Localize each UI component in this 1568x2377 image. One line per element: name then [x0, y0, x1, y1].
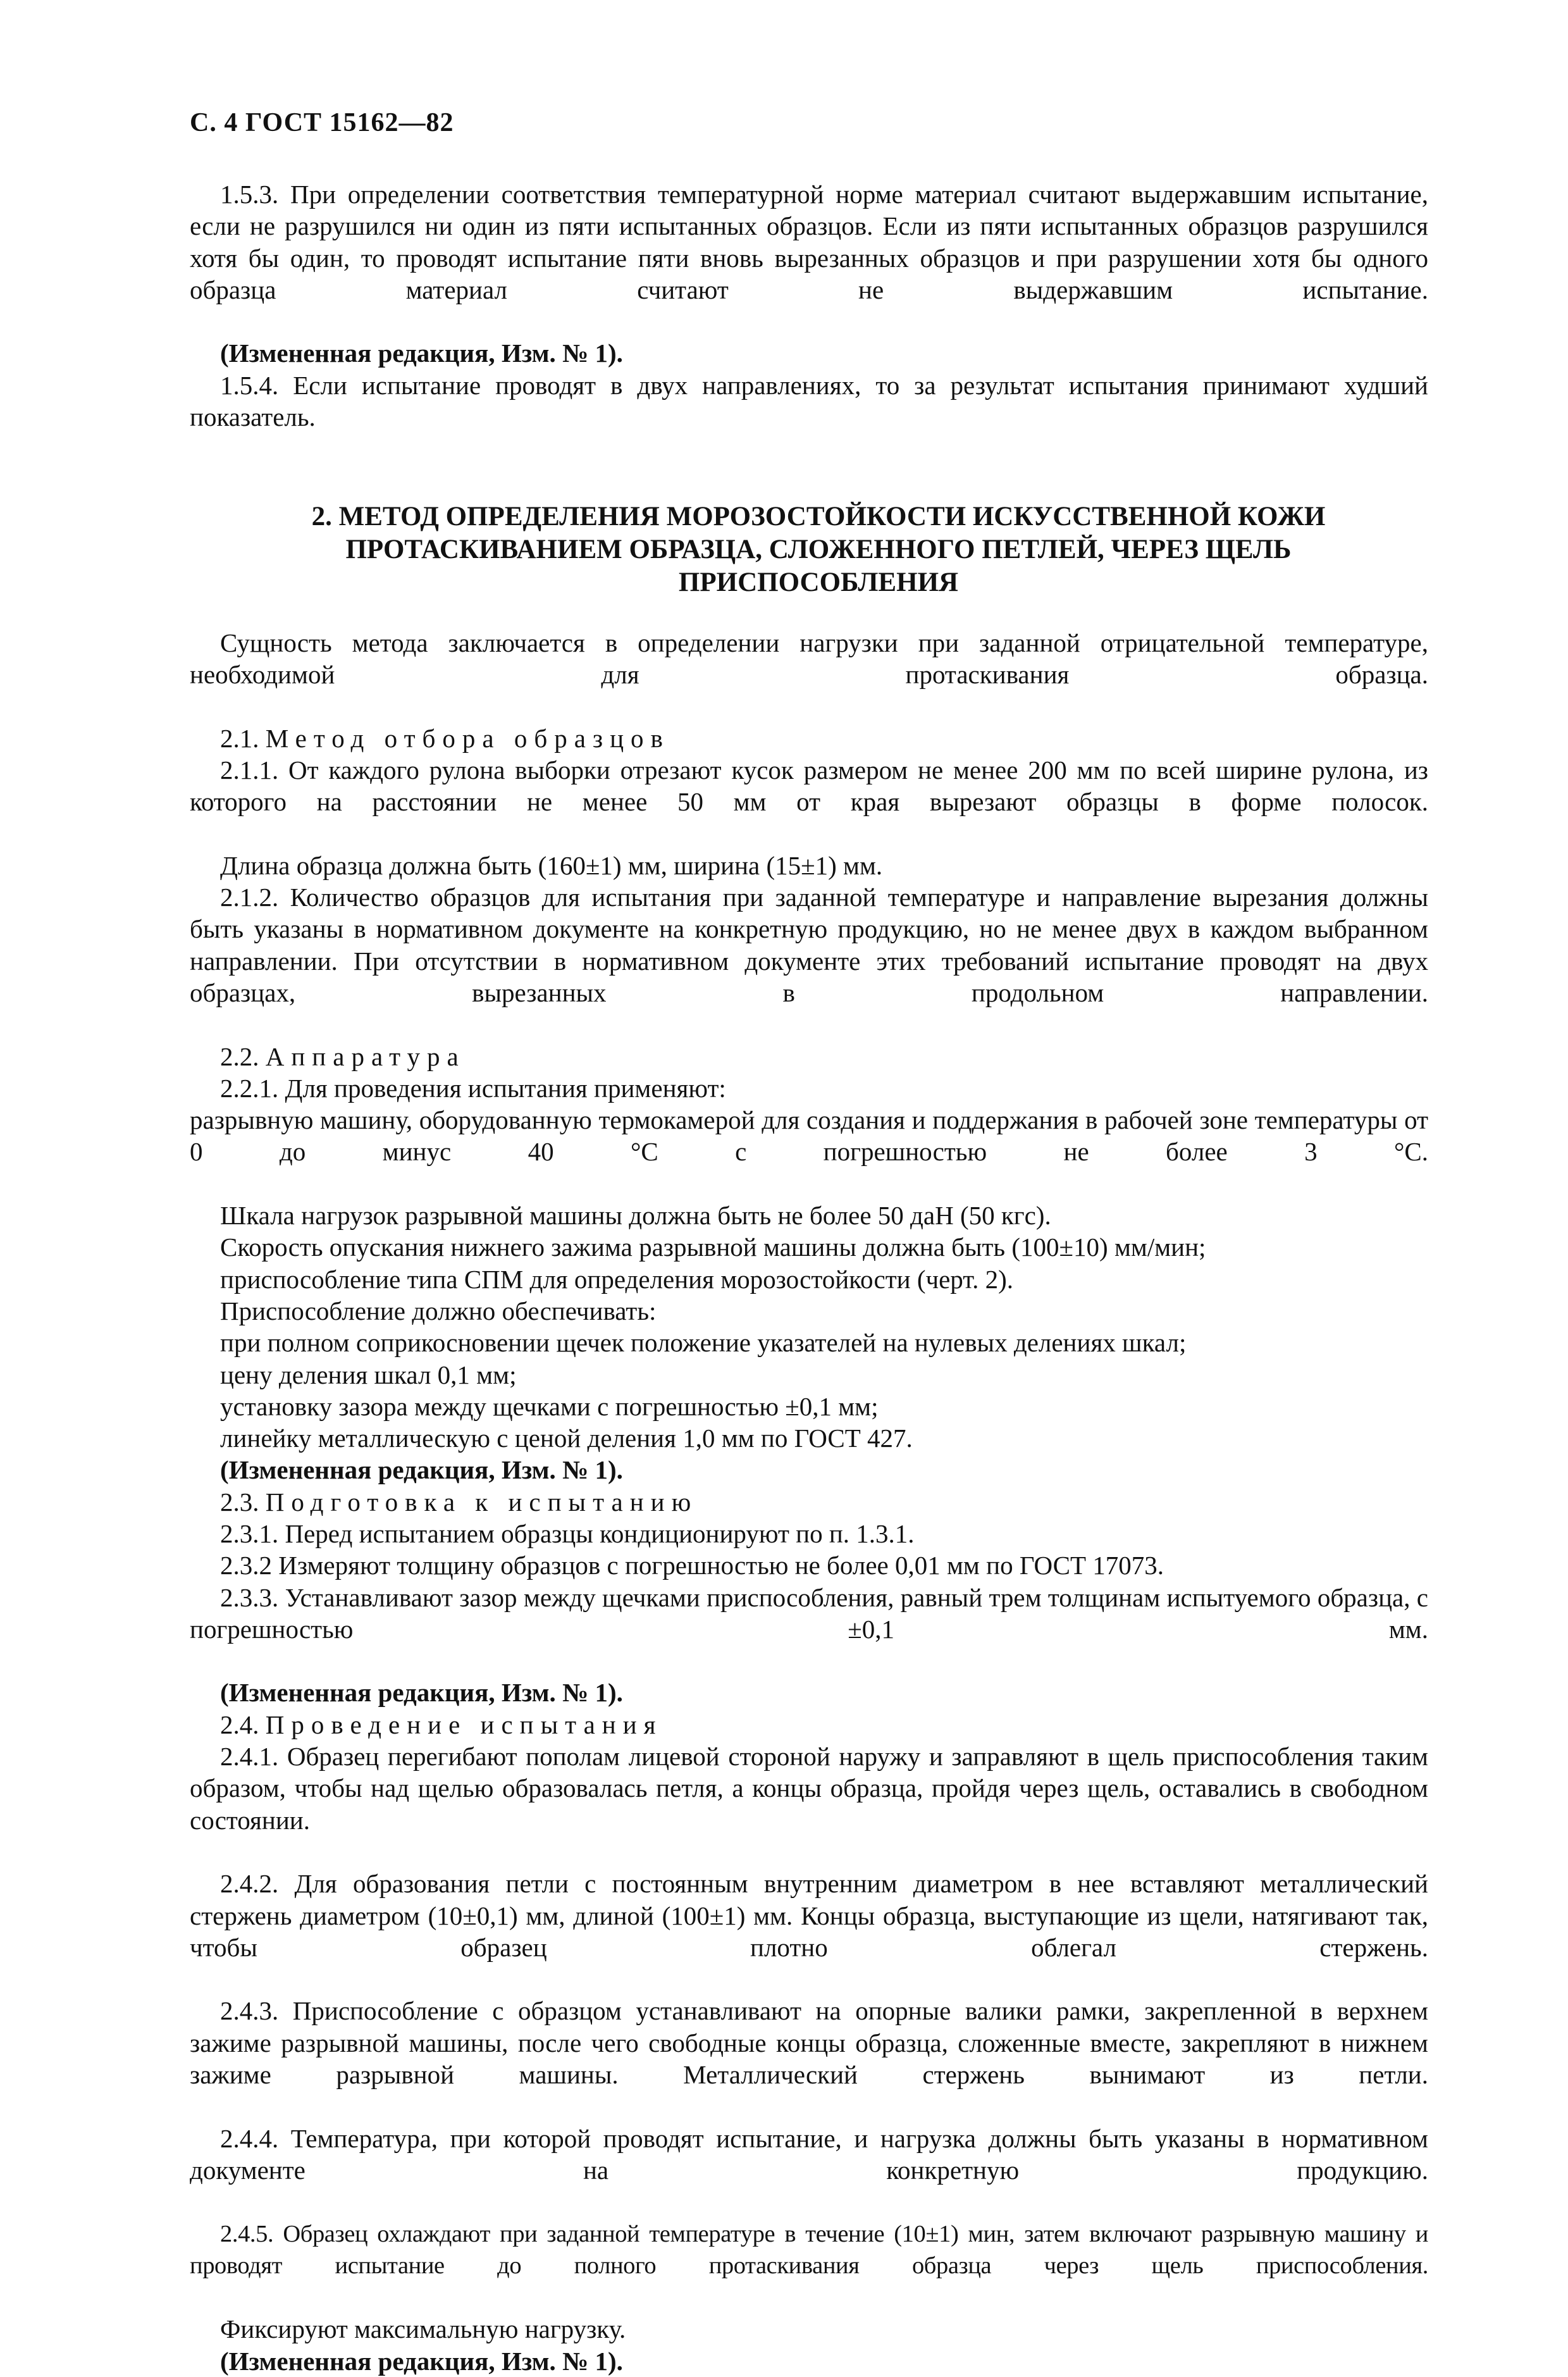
fixture-requirement-item: линейку металлическую с ценой деления 1,0 мм по ГОСТ 427. [220, 1424, 913, 1453]
subsection-title: Аппаратура [265, 1041, 466, 1071]
paragraph-2-4-4: 2.4.4. Температура, при которой проводят испытание, и нагрузка должны быть указаны в нормативном документе на конкретную продукцию. [190, 2123, 1428, 2185]
paragraph-2-3-3: 2.3.3. Устанавливают зазор между щечками приспособления, равный трем толщинам испытуемого образца, с погрешностью ±0,1 мм. [190, 1582, 1428, 1644]
fixture-requirement-item: установку зазора между щечками с погрешностью ±0,1 мм; [220, 1391, 879, 1421]
fixture-type: приспособление типа СПМ для определения морозостойкости (черт. 2). [220, 1264, 1013, 1294]
fixture-requirement-item: цену деления шкал 0,1 мм; [220, 1360, 517, 1389]
section-title-line: 2. МЕТОД ОПРЕДЕЛЕНИЯ МОРОЗОСТОЙКОСТИ ИСКУССТВЕННОЙ КОЖИ [311, 501, 1326, 531]
paragraph-1-5-3: 1.5.3. При определении соответствия температурной норме материал считают выдержавшим испытание, если не разрушился ни один из пяти испытанных образцов. Если из пяти испытанных образцов разрушился хотя бы один, то проводят испытание пяти вновь вырезанных образцов и при разрушении хотя бы одного образца материал считают не выдержавшим испытание. [190, 180, 1428, 304]
subsection-number: 2.2. [220, 1041, 259, 1071]
load-scale: Шкала нагрузок разрывной машины должна быть не более 50 даН (50 кгс). [220, 1201, 1051, 1231]
section-title-line: ПРИСПОСОБЛЕНИЯ [678, 567, 959, 597]
paragraph-2-2-1: 2.2.1. Для проведения испытания применяют: [220, 1073, 726, 1103]
clamp-speed: Скорость опускания нижнего зажима разрывной машины должна быть (100±10) мм/мин; [220, 1232, 1206, 1262]
fix-max-load: Фиксируют максимальную нагрузку. [220, 2314, 626, 2344]
sample-size: Длина образца должна быть (160±1) мм, ширина (15±1) мм. [220, 850, 883, 880]
amendment-note: (Измененная редакция, Изм. № 1). [220, 338, 623, 368]
paragraph-2-4-1: 2.4.1. Образец перегибают пополам лицевой стороной наружу и заправляют в щель приспособления таким образом, чтобы над щелью образовалась петля, а концы образца, пройдя через щель, оставались в свободном состоянии. [190, 1742, 1428, 1835]
paragraph-2-3-2: 2.3.2 Измеряют толщину образцов с погрешностью не более 0,01 мм по ГОСТ 17073. [220, 1551, 1164, 1580]
machine-requirement: разрывную машину, оборудованную термокамерой для создания и поддержания в рабочей зоне температуры от 0 до минус 40 °С с погрешностью не более 3 °С. [190, 1105, 1428, 1167]
subsection-heading-2-1 [190, 723, 1428, 754]
method-essence: Сущность метода заключается в определении нагрузки при заданной отрицательной температуре, необходимой для протаскивания образца. [190, 628, 1428, 689]
amendment-note: (Измененная редакция, Изм. № 1). [220, 1678, 623, 1708]
subsection-heading-2-3 [190, 1486, 1428, 1518]
subsection-heading-2-2 [190, 1041, 1428, 1072]
subsection-number: 2.3. [220, 1487, 259, 1517]
paragraph-1-5-4: 1.5.4. Если испытание проводят в двух направлениях, то за результат испытания принимают худший показатель. [190, 370, 1428, 432]
paragraph-2-4-2: 2.4.2. Для образования петли с постоянным внутренним диаметром в нее вставляют металлический стержень диаметром (10±0,1) мм, длиной (100±1) мм. Концы образца, выступающие из щели, натягивают так, чтобы образец плотно облегал стержень. [190, 1869, 1428, 1962]
fixture-requirement-item: при полном соприкосновении щечек положение указателей на нулевых делениях шкал; [220, 1328, 1187, 1358]
section-title-line: ПРОТАСКИВАНИЕМ ОБРАЗЦА, СЛОЖЕННОГО ПЕТЛЕЙ, ЧЕРЕЗ ЩЕЛЬ [345, 534, 1292, 564]
page-header: С. 4 ГОСТ 15162—82 [190, 108, 454, 137]
subsection-heading-2-4 [190, 1709, 1428, 1741]
amendment-note: (Измененная редакция, Изм. № 1). [220, 1455, 623, 1485]
subsection-number: 2.1. [220, 723, 259, 753]
paragraph-2-3-1: 2.3.1. Перед испытанием образцы кондиционируют по п. 1.3.1. [220, 1518, 915, 1548]
paragraph-2-4-5: 2.4.5. Образец охлаждают при заданной температуре в течение (10±1) мин, затем включают разрывную машину и проводят испытание до полного протаскивания образца через щель приспособления. [190, 2220, 1428, 2279]
subsection-title: Подготовка к испытанию [265, 1487, 698, 1517]
paragraph-2-1-2: 2.1.2. Количество образцов для испытания при заданной температуре и направление вырезания должны быть указаны в нормативном документе на конкретную продукцию, но не менее двух в каждом выбранном направлении. При отсутствии в нормативном документе этих требований испытание проводят на двух образцах, вырезанных в продольном направлении. [190, 883, 1428, 1007]
subsection-title: Метод отбора образцов [265, 723, 670, 753]
subsection-title: Проведение испытания [265, 1710, 663, 1739]
subsection-number: 2.4. [220, 1710, 259, 1739]
document-body [190, 178, 1428, 2377]
paragraph-2-1-1: 2.1.1. От каждого рулона выборки отрезают кусок размером не менее 200 мм по всей ширине рулона, из которого на расстоянии не менее 50 мм от края вырезают образцы в форме полосок. [190, 755, 1428, 817]
section-2-title [190, 500, 1428, 599]
fixture-requirements-intro: Приспособление должно обеспечивать: [220, 1296, 657, 1325]
amendment-note: (Измененная редакция, Изм. № 1). [220, 2346, 623, 2376]
paragraph-2-4-3: 2.4.3. Приспособление с образцом устанавливают на опорные валики рамки, закрепленной в верхнем зажиме разрывной машины, после чего свободные концы образца, сложенные вместе, закрепляют в нижнем зажиме разрывной машины. Металлический стержень вынимают из петли. [190, 1996, 1428, 2090]
